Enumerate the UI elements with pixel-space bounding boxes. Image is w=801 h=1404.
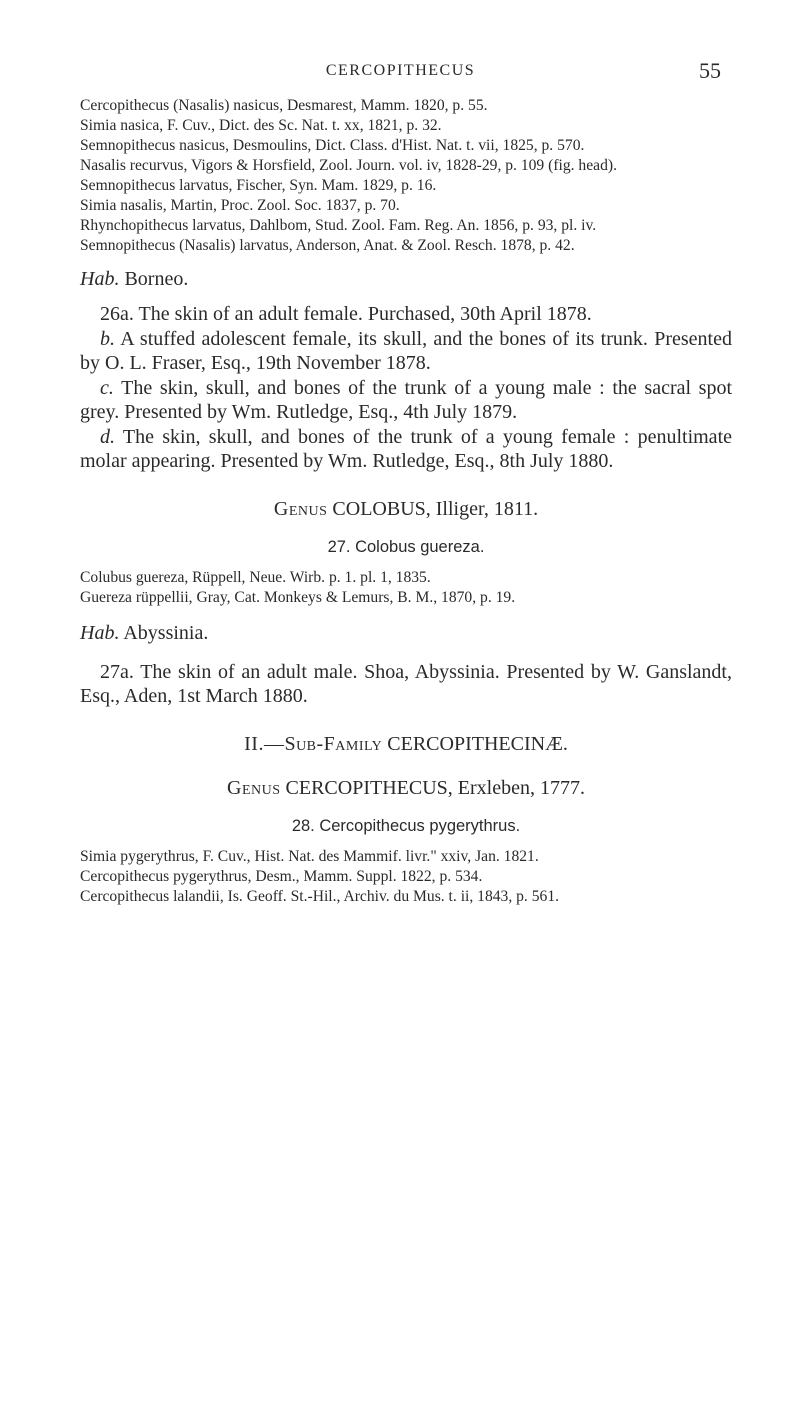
specimen-id: b. — [100, 327, 115, 350]
running-head — [0, 58, 801, 90]
synonym-entry: Semnopithecus nasicus, Desmoulins, Dict. Class. d'Hist. Nat. t. vii, 1825, p. 570. — [80, 137, 585, 154]
synonym-entry: Semnopithecus (Nasalis) larvatus, Anderson, Anat. & Zool. Resch. 1878, p. 42. — [80, 237, 575, 254]
synonym-entry: Guereza rüppellii, Gray, Cat. Monkeys & Lemurs, B. M., 1870, p. 19. — [80, 588, 516, 606]
habitat-label: Hab. — [80, 621, 120, 644]
genus-label: Genus — [273, 497, 328, 520]
subfamily-label: II.—Sub-Family — [244, 732, 383, 755]
page-body — [80, 96, 732, 907]
specimen-entry — [80, 302, 732, 327]
habitat-line — [80, 266, 732, 292]
genus-name: CERCOPITHECUS, Erxleben, 1777. — [285, 776, 585, 799]
specimen-entry — [80, 660, 732, 709]
habitat-line — [80, 620, 732, 646]
specimen-text: The skin of an adult male. Shoa, Abyssinia. Presented by W. Ganslandt, Esq., Aden, 1st March 1880. — [80, 660, 732, 707]
habitat-value: Abyssinia. — [123, 621, 209, 644]
genus-heading — [80, 496, 732, 522]
specimen-text: The skin, skull, and bones of the trunk of a young female : penultimate molar appearing. Presented by Wm. Rutledge, Esq., 8th July 1880. — [80, 425, 732, 472]
running-title: CERCOPITHECUS — [325, 62, 476, 79]
specimen-text: A stuffed adolescent female, its skull, and the bones of its trunk. Presented by O. L. Fraser, Esq., 19th November 1878. — [80, 327, 732, 374]
genus-heading — [80, 775, 732, 801]
synonym-entry: Nasalis recurvus, Vigors & Horsfield, Zool. Journ. vol. iv, 1828-29, p. 109 (fig. head). — [80, 157, 617, 174]
page-number: 55 — [699, 58, 721, 83]
specimen-entry — [80, 376, 732, 425]
synonym-entry: Colubus guereza, Rüppell, Neue. Wirb. p. 1. pl. 1, 1835. — [80, 568, 431, 586]
specimen-entry — [80, 327, 732, 376]
synonym-entry: Semnopithecus larvatus, Fischer, Syn. Mam. 1829, p. 16. — [80, 177, 437, 194]
specimen-id: 27a. — [100, 660, 134, 683]
synonym-entry: Simia nasalis, Martin, Proc. Zool. Soc. 1837, p. 70. — [80, 197, 400, 214]
specimen-text: The skin of an adult female. Purchased, 30th April 1878. — [138, 303, 592, 325]
specimen-text: The skin, skull, and bones of the trunk of a young male : the sacral spot grey. Presented by Wm. Rutledge, Esq., 4th July 1879. — [80, 376, 733, 423]
specimen-id: d. — [100, 425, 115, 448]
synonym-entry: Simia pygerythrus, F. Cuv., Hist. Nat. des Mammif. livr." xxiv, Jan. 1821. — [80, 847, 539, 865]
synonym-entry: Cercopithecus (Nasalis) nasicus, Desmarest, Mamm. 1820, p. 55. — [80, 97, 488, 114]
genus-name: COLOBUS, Illiger, 1811. — [332, 497, 539, 520]
synonym-entry: Simia nasica, F. Cuv., Dict. des Sc. Nat. t. xx, 1821, p. 32. — [80, 117, 442, 134]
genus-label: Genus — [227, 776, 281, 799]
synonym-entry: Rhynchopithecus larvatus, Dahlbom, Stud. Zool. Fam. Reg. An. 1856, p. 93, pl. iv. — [80, 217, 597, 234]
habitat-label: Hab. — [80, 268, 120, 290]
subfamily-name: CERCOPITHECINÆ. — [387, 732, 568, 755]
species-heading: 27. Colobus guereza. — [327, 537, 485, 556]
synonym-entry: Cercopithecus pygerythrus, Desm., Mamm. Suppl. 1822, p. 534. — [80, 867, 483, 885]
specimen-entry — [80, 425, 732, 474]
subfamily-heading — [80, 731, 732, 757]
habitat-value: Borneo. — [124, 268, 189, 290]
specimen-id: c. — [100, 376, 114, 399]
synonym-entry: Cercopithecus lalandii, Is. Geoff. St.-Hil., Archiv. du Mus. t. ii, 1843, p. 561. — [80, 887, 560, 905]
species-heading: 28. Cercopithecus pygerythrus. — [291, 816, 521, 835]
specimen-id: 26a. — [100, 303, 134, 325]
